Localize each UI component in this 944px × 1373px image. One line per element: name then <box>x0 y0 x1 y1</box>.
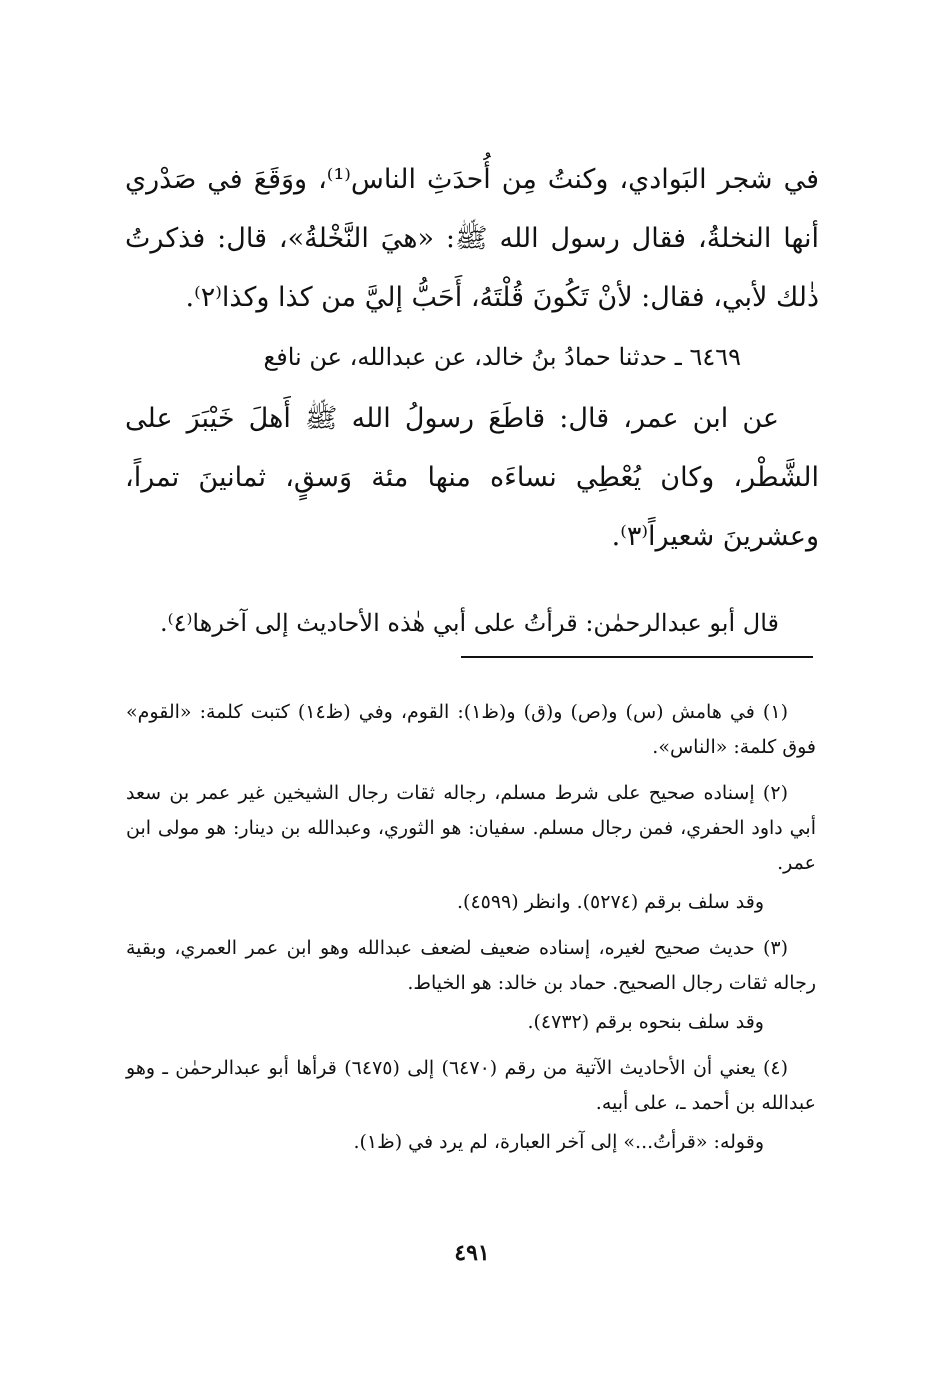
paragraph-text: في شجر البَوادي، وكنتُ مِن أُحدَثِ الناس⁽¹⁾، ووَقَعَ في صَدْري أنها النخلةُ، فقال رسول الله ﷺ: «هيَ النَّخْلةُ»، قال: فذكرتُ ذٰلك لأبي، فقال: لأنْ تَكُونَ قُلْتَهُ، أَحَبُّ إليَّ من كذا وكذا⁽٢⁾. <box>125 164 819 313</box>
footnote-3: (٣) حديث صحيح لغيره، إسناده ضعيف لضعف عبدالله وهو ابن عمر العمري، وبقية رجاله ثقات رجال الصحيح. حماد بن خالد: هو الخياط. <box>126 937 816 994</box>
footnote-4: (٤) يعني أن الأحاديث الآتية من رقم (٦٤٧٠) إلى (٦٤٧٥) قرأها أبو عبدالرحمٰن ـ وهو عبدالله بن أحمد ـ، على أبيه. <box>126 1057 816 1114</box>
footnote-2-continuation: وقد سلف برقم (٥٢٧٤). وانظر (٤٥٩٩). <box>456 891 764 913</box>
closing-note: قال أبو عبدالرحمٰن: قرأتُ على أبي هٰذه الأحاديث إلى آخرها⁽٤⁾. <box>160 609 779 637</box>
footnote-2: (٢) إسناده صحيح على شرط مسلم، رجاله ثقات رجال الشيخين غير عمر بن سعد أبي داود الحفري، فمن رجال مسلم. سفيان: هو الثوري، وعبدالله بن دينار: هو مولى ابن عمر. <box>126 782 816 874</box>
hadith-chain: ٦٤٦٩ ـ حدثنا حمادُ بنُ خالد، عن عبدالله، عن نافع <box>263 343 741 371</box>
footnote-1: (١) في هامش (س) و(ص) و(ق) و(ظ١): القوم، وفي (ظ١٤) كتبت كلمة: «القوم» فوق كلمة: «الناس». <box>126 701 816 758</box>
footnotes <box>126 695 816 1160</box>
main-text <box>125 150 819 653</box>
page-number: ٤٩١ <box>454 1240 490 1266</box>
footnote-divider <box>461 656 813 658</box>
footnote-4-continuation: وقوله: «قرأتُ...» إلى آخر العبارة، لم يرد في (ظ١). <box>353 1131 764 1153</box>
paragraph-text: عن ابن عمر، قال: قاطَعَ رسولُ الله ﷺ أَهلَ خَيْبَرَ على الشَّطْر، وكان يُعْطِي نساءَه منها مئة وَسقٍ، ثمانينَ تمراً، وعشرينَ شعيراً⁽٣⁾. <box>125 403 819 552</box>
footnote-3-continuation: وقد سلف بنحوه برقم (٤٧٣٢). <box>527 1011 764 1033</box>
